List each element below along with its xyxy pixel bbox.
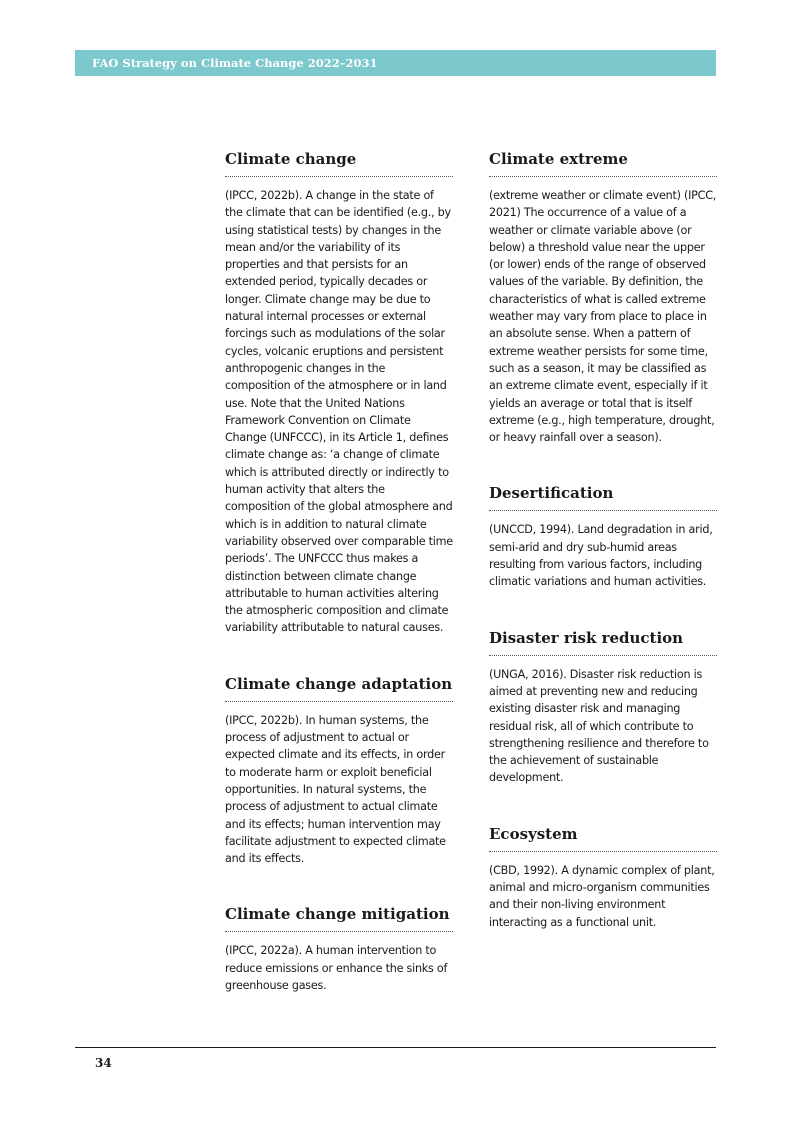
glossary-term: Ecosystem: [489, 823, 717, 852]
document-title: FAO Strategy on Climate Change 2022–2031: [92, 56, 378, 70]
glossary-entry-climate-change-mitigation: [225, 903, 453, 994]
glossary-column-right: [489, 148, 717, 931]
glossary-entry-climate-extreme: [489, 148, 717, 446]
glossary-definition: (extreme weather or climate event) (IPCC, 2021) The occurrence of a value of a weather or climate variable above (or below) a threshold value near the upper (or lower) ends of the range of observed values of the variable. By definition, the characteristics of what is called extreme weather may vary from place to place in an absolute sense. When a pattern of extreme weather persists for some time, such as a season, it may be classified as an extreme climate event, especially if it yields an average or total that is itself extreme (e.g., high temperature, drought, or heavy rainfall over a season).: [489, 189, 717, 445]
running-header: [75, 50, 716, 76]
glossary-term: Desertification: [489, 482, 717, 511]
glossary-term: Climate change mitigation: [225, 903, 453, 932]
glossary-entry-desertification: [489, 482, 717, 590]
glossary-entry-climate-change: [225, 148, 453, 637]
page-number: 34: [95, 1056, 112, 1070]
glossary-definition: (UNCCD, 1994). Land degradation in arid, semi-arid and dry sub-humid areas resulting from various factors, including climatic variations and human activities.: [489, 523, 713, 589]
glossary-entry-climate-change-adaptation: [225, 673, 453, 868]
glossary-definition: (IPCC, 2022b). In human systems, the process of adjustment to actual or expected climate and its effects, in order to moderate harm or exploit beneficial opportunities. In natural systems, the process of adjustment to actual climate and its effects; human intervention may facilitate adjustment to expected climate and its effects.: [225, 713, 446, 866]
glossary-column-left: [225, 148, 453, 994]
glossary-definition: (IPCC, 2022a). A human intervention to reduce emissions or enhance the sinks of greenhouse gases.: [225, 944, 448, 992]
glossary-definition: (IPCC, 2022b). A change in the state of the climate that can be identified (e.g., by using statistical tests) by changes in the mean and/or the variability of its properties and that persists for an extended period, typically decades or longer. Climate change may be due to natural internal processes or external forcings such as modulations of the solar cycles, volcanic eruptions and persistent anthropogenic changes in the composition of the atmosphere or in land use. Note that the United Nations Framework Convention on Climate Change (UNFCCC), in its Article 1, defines climate change as: ‘a change of climate which is attributed directly or indirectly to human activity that alters the composition of the global atmosphere and which is in addition to natural climate variability observed over comparable time periods’. The UNFCCC thus makes a distinction between climate change attributable to human activities altering the atmospheric composition and climate variability attributable to natural causes.: [225, 189, 453, 635]
glossary-term: Climate change: [225, 148, 453, 177]
glossary-entry-ecosystem: [489, 823, 717, 931]
glossary-definition: (UNGA, 2016). Disaster risk reduction is aimed at preventing new and reducing existing disaster risk and managing residual risk, all of which contribute to strengthening resilience and therefore to the achievement of sustainable development.: [489, 667, 709, 785]
glossary-term: Climate extreme: [489, 148, 717, 177]
glossary-term: Climate change adaptation: [225, 673, 453, 702]
glossary-entry-disaster-risk-reduction: [489, 627, 717, 787]
glossary-definition: (CBD, 1992). A dynamic complex of plant, animal and micro-organism communities and their non-living environment interacting as a functional unit.: [489, 863, 715, 929]
footer-divider: [75, 1047, 716, 1048]
glossary-term: Disaster risk reduction: [489, 627, 717, 656]
